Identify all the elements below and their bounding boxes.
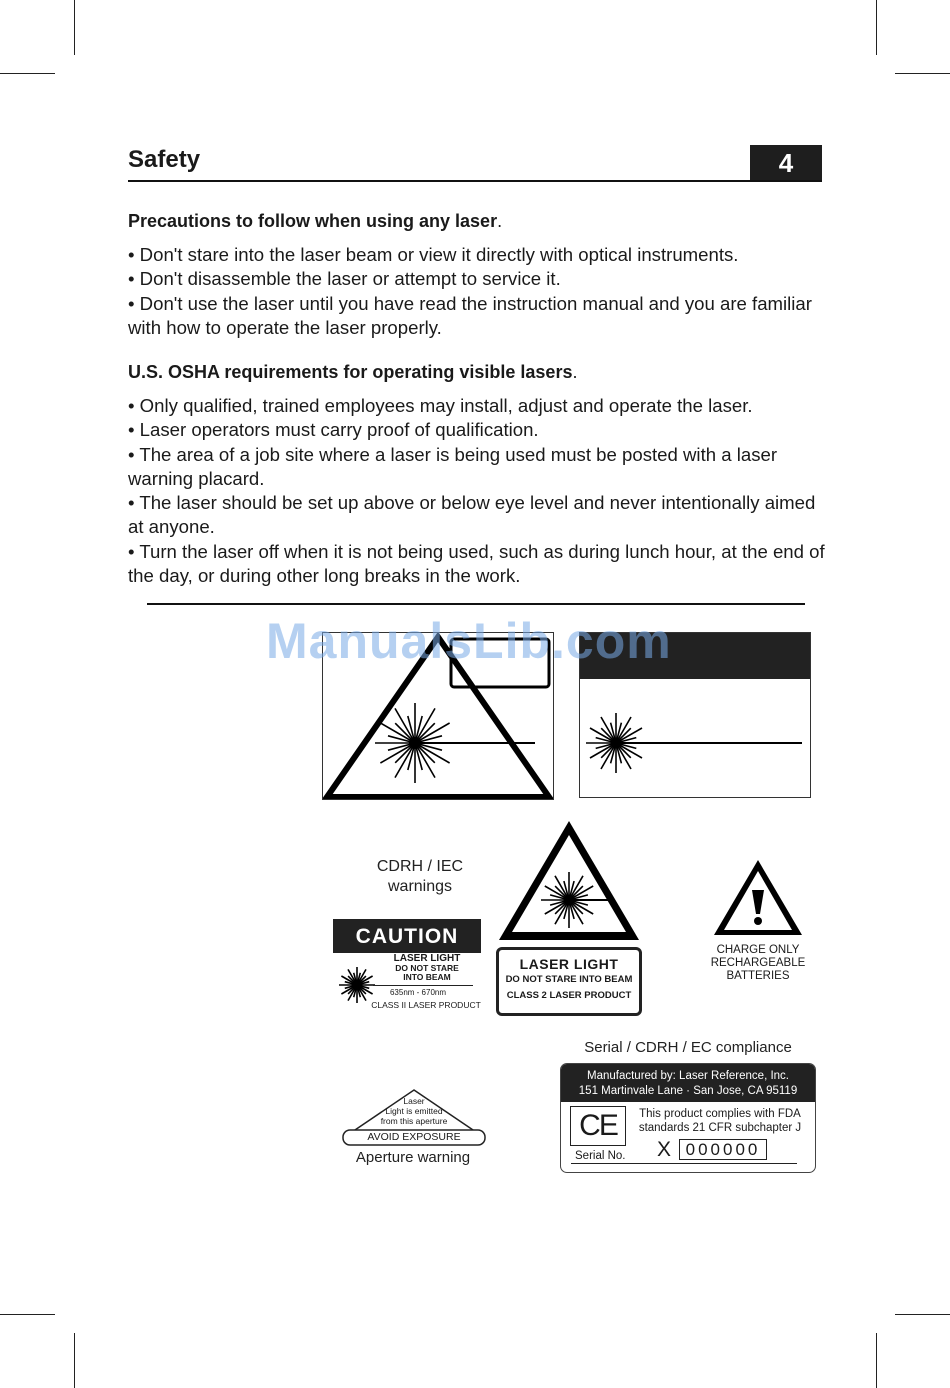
caution-text	[373, 954, 481, 983]
cdrh-iec-caption	[350, 857, 490, 897]
precautions-heading	[128, 211, 502, 232]
serial-no-label: Serial No.	[575, 1150, 626, 1162]
battery-warning	[703, 858, 813, 982]
osha-heading-text: U.S. OSHA requirements for operating visible lasers	[128, 362, 573, 382]
laser-hazard-triangle	[494, 818, 644, 943]
exclamation-warning-icon	[703, 858, 813, 938]
manufacturer-band	[561, 1064, 815, 1102]
laser-light-line1: LASER LIGHT	[519, 956, 619, 972]
ce-mark: CE	[570, 1106, 626, 1146]
caution-label	[333, 919, 481, 1012]
precautions-list	[128, 243, 828, 340]
crop-mark	[0, 73, 55, 74]
serial-label	[560, 1063, 816, 1173]
crop-mark	[876, 0, 877, 55]
laser-light-line2: DO NOT STARE INTO BEAM	[505, 974, 633, 985]
serial-caption: Serial / CDRH / EC compliance	[584, 1039, 792, 1056]
osha-list	[128, 394, 828, 588]
osha-item: • Laser operators must carry proof of qualification.	[128, 419, 539, 441]
caution-line2: DO NOT STARE	[395, 962, 459, 973]
caution-rule	[373, 985, 473, 986]
watermark: ManualsLib.com	[266, 613, 672, 669]
charge-line2: RECHARGEABLE	[710, 957, 806, 969]
crop-mark	[74, 1333, 75, 1388]
caution-line3: INTO BEAM	[403, 972, 451, 982]
fda-line1: This product complies with FDA	[639, 1108, 801, 1120]
precaution-item: • Don't use the laser until you have read the instruction manual and you are familiar with how to operate the laser properly.	[128, 292, 812, 338]
serial-prefix: X	[657, 1138, 672, 1161]
cdrh-iec-line2: warnings	[387, 878, 453, 895]
caution-title: CAUTION	[333, 919, 481, 953]
crop-mark	[74, 0, 75, 55]
mfr-line2: 151 Martinvale Lane · San Jose, CA 95119	[578, 1085, 798, 1097]
battery-warning-text	[703, 944, 813, 983]
fda-compliance-text	[627, 1107, 813, 1135]
aperture-line1: Laser	[403, 1096, 425, 1106]
precaution-item: • Don't stare into the laser beam or view it directly with optical instruments.	[128, 244, 739, 265]
laser-light-label	[496, 947, 642, 1016]
osha-item: • Turn the laser off when it is not being used, such as during lunch hour, at the end of the day, or during other long breaks in the work.	[128, 540, 825, 587]
crop-mark	[876, 1333, 877, 1388]
precautions-heading-text: Precautions to follow when using any laser	[128, 211, 498, 231]
precaution-item: • Don't disassemble the laser or attempt to service it.	[128, 268, 561, 290]
caution-line1: LASER LIGHT	[393, 953, 461, 964]
laser-hazard-icon	[494, 818, 644, 943]
section-divider	[147, 603, 805, 605]
osha-heading-period: .	[572, 362, 578, 382]
crop-mark	[895, 73, 950, 74]
aperture-line2: Light is emitted	[385, 1106, 443, 1116]
aperture-warning	[341, 1088, 487, 1148]
crop-mark	[895, 1314, 950, 1315]
charge-line3: BATTERIES	[726, 970, 790, 982]
precautions-heading-period: .	[497, 211, 503, 231]
osha-item: • Only qualified, trained employees may install, adjust and operate the laser.	[128, 395, 753, 416]
osha-item: • The area of a job site where a laser is being used must be posted with a laser warning placard.	[128, 443, 778, 489]
aperture-exposure: AVOID EXPOSURE	[367, 1131, 461, 1143]
laser-starburst-icon	[580, 679, 810, 797]
osha-heading	[128, 362, 577, 383]
charge-line1: CHARGE ONLY	[716, 944, 800, 956]
osha-item: • The laser should be set up above or below eye level and never intentionally aimed at anyone.	[128, 492, 816, 538]
aperture-text	[361, 1096, 467, 1126]
laser-light-line3: CLASS 2 LASER PRODUCT	[506, 990, 632, 1001]
chapter-number: 4	[750, 145, 822, 182]
aperture-caption: Aperture warning	[355, 1149, 471, 1166]
crop-mark	[0, 1314, 55, 1315]
caution-wavelength: 635nm - 670nm	[389, 988, 447, 997]
cdrh-iec-line1: CDRH / IEC	[376, 858, 464, 875]
title-rule	[128, 180, 822, 182]
aperture-line3: from this aperture	[380, 1116, 448, 1126]
serial-rule	[571, 1163, 797, 1164]
page-title: Safety	[128, 146, 201, 173]
fda-line2: standards 21 CFR subchapter J	[638, 1122, 802, 1134]
mfr-line1: Manufactured by: Laser Reference, Inc.	[587, 1070, 789, 1082]
serial-number: 000000	[679, 1139, 767, 1160]
caution-class: CLASS II LASER PRODUCT	[371, 1000, 481, 1010]
